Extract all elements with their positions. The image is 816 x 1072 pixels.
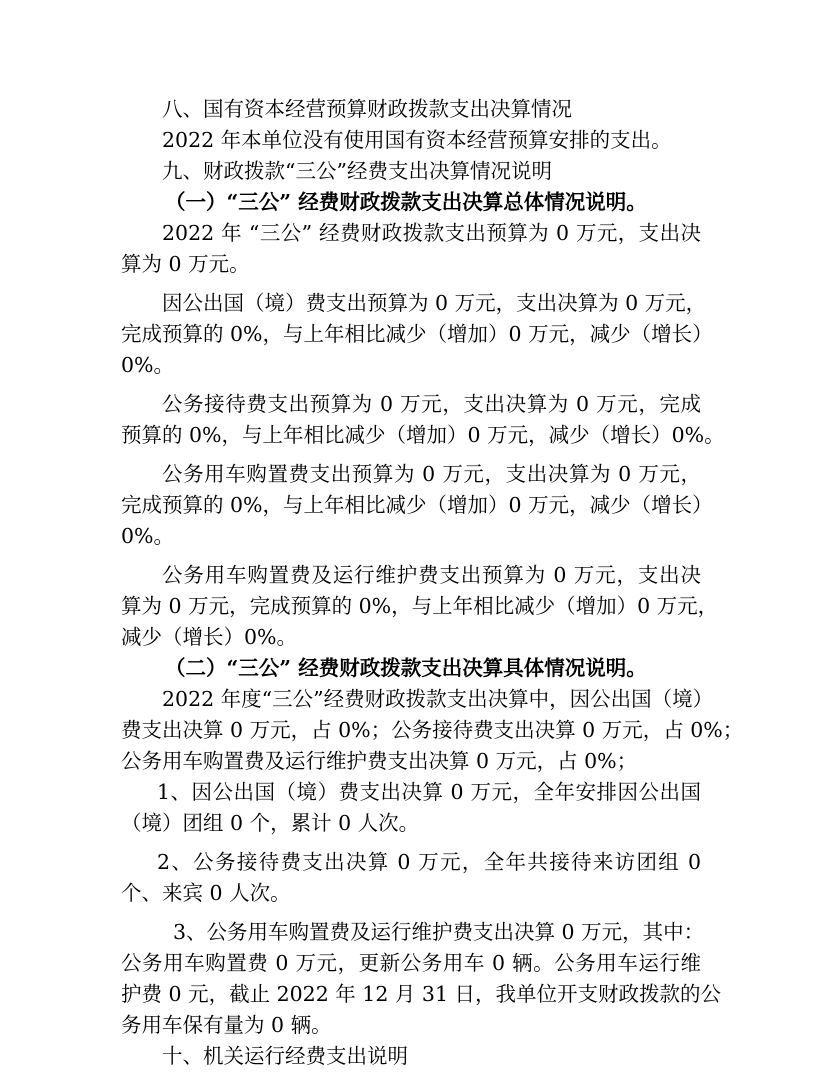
paragraph-line: 护费 0 元，截止 2022 年 12 月 31 日，我单位开支财政拨款的公 xyxy=(121,982,722,1006)
paragraph-line: 3、公务用车购置费及运行维护费支出决算 0 万元，其中： xyxy=(173,920,705,944)
paragraph-line: 因公出国（境）费支出预算为 0 万元，支出决算为 0 万元， xyxy=(162,291,707,315)
paragraph-line: 完成预算的 0%，与上年相比减少（增加）0 万元，减少（增长） xyxy=(121,322,713,346)
subsection-heading-1: （一）“三公” 经费财政拨款支出决算总体情况说明。 xyxy=(165,190,647,214)
paragraph-line: 1、因公出国（境）费支出决算 0 万元，全年安排因公出国 xyxy=(157,780,701,804)
document-body xyxy=(121,94,744,1072)
paragraph-line: 公务用车购置费 0 万元，更新公务用车 0 辆。公务用车运行维 xyxy=(121,951,701,975)
paragraph-line: 2022 年本单位没有使用国有资本经营预算安排的支出。 xyxy=(162,128,672,152)
paragraph-line: 务用车保有量为 0 辆。 xyxy=(121,1013,332,1037)
paragraph-line: 个、来宾 0 人次。 xyxy=(121,881,291,905)
paragraph-line: 2、公务接待费支出决算 0 万元，全年共接待来访团组 0 xyxy=(157,850,701,874)
section-heading-8: 八、国有资本经营预算财政拨款支出决算情况 xyxy=(162,97,572,121)
paragraph-line: 0%。 xyxy=(121,353,175,377)
paragraph-line: 算为 0 万元。 xyxy=(121,252,250,276)
paragraph-line: 公务用车购置费及运行维护费支出决算 0 万元，占 0%； xyxy=(121,749,638,773)
paragraph-line: 0%。 xyxy=(121,524,175,548)
section-heading-9: 九、财政拨款“三公”经费支出决算情况说明 xyxy=(162,159,552,183)
paragraph-line: （境）团组 0 个，累计 0 人次。 xyxy=(121,811,420,835)
paragraph-line: 2022 年 “三公” 经费财政拨款支出预算为 0 万元，支出决 xyxy=(162,221,701,245)
subsection-heading-2: （二）“三公” 经费财政拨款支出决算具体情况说明。 xyxy=(165,656,647,680)
paragraph-line: 算为 0 万元，完成预算的 0%，与上年相比减少（增加）0 万元， xyxy=(121,594,719,618)
paragraph-line: 预算的 0%，与上年相比减少（增加）0 万元，减少（增长）0%。 xyxy=(121,423,725,447)
paragraph-line: 费支出决算 0 万元，占 0%；公务接待费支出决算 0 万元，占 0%； xyxy=(121,718,744,742)
section-heading-10: 十、机关运行经费支出说明 xyxy=(162,1044,408,1068)
paragraph-line: 2022 年度“三公”经费财政拨款支出决算中，因公出国（境） xyxy=(162,687,714,711)
paragraph-line: 减少（增长）0%。 xyxy=(121,625,298,649)
paragraph-line: 公务接待费支出预算为 0 万元，支出决算为 0 万元，完成 xyxy=(162,392,701,416)
paragraph-line: 公务用车购置费及运行维护费支出预算为 0 万元，支出决 xyxy=(162,563,701,587)
paragraph-line: 完成预算的 0%，与上年相比减少（增加）0 万元，减少（增长） xyxy=(121,493,713,517)
paragraph-line: 公务用车购置费支出预算为 0 万元，支出决算为 0 万元， xyxy=(162,462,701,486)
